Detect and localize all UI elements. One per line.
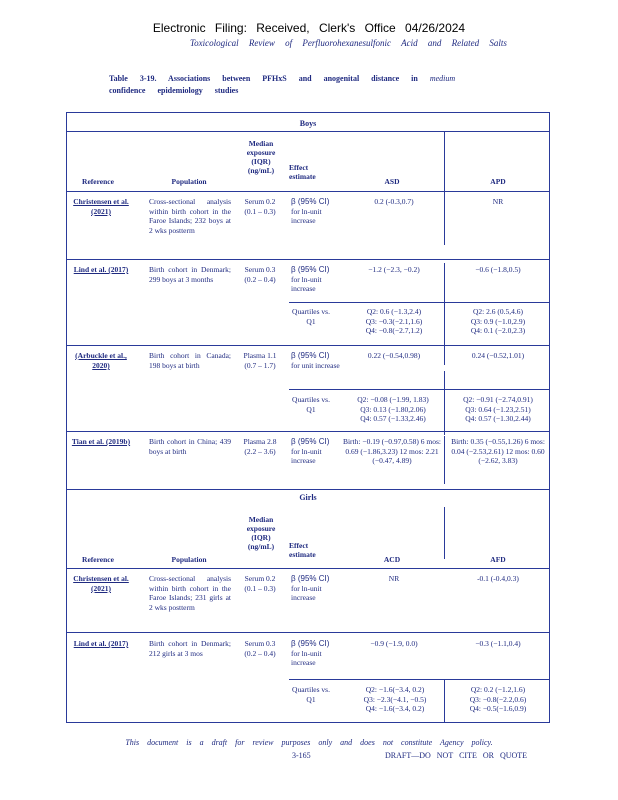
population-cell: Birth cohort in Canada; 198 boys at birth (149, 351, 231, 370)
apd-value: 0.24 (−0.52,1.01) (471, 351, 525, 360)
reference-cell: Christensen et al. (2021) (73, 574, 129, 593)
caption-text-2: confidence epidemiology studies (109, 86, 239, 95)
effect-text: for ln-unit increase (291, 583, 322, 602)
col-divider (444, 436, 445, 484)
exposure-cell: Serum 0.2 (0.1 – 0.3) (244, 197, 276, 216)
afd-value: −0.3 (−1.1,0.4) (475, 639, 521, 648)
quartile-value: Q3: 0.64 (−1.23,2.51) (465, 404, 531, 414)
effect-cell (291, 574, 343, 603)
col-divider (444, 131, 445, 245)
effect-symbol: β (95% CI) (291, 574, 330, 583)
col-header-reference: Reference (82, 177, 114, 186)
quartile-value: Q4: 0.57 (−1.33,2.46) (360, 414, 426, 423)
effect-text: for ln-unit increase (291, 274, 322, 293)
effect-symbol: β (95% CI) (291, 265, 330, 274)
quartile-value: Q4: −0.8(−2.7,1.2) (365, 326, 423, 335)
asd-value: 0.2 (-0.3,0.7) (374, 197, 414, 206)
data-table (66, 112, 550, 723)
reference-cell: Lind et al. (2017) (73, 639, 129, 648)
page-number: 3-165 (292, 751, 311, 760)
quartile-value: Q2: 0.2 (−1.2,1.6) (470, 685, 526, 694)
header-divider (67, 568, 549, 569)
col-divider (444, 507, 445, 559)
asd-quartiles (343, 395, 443, 424)
row-divider (67, 489, 549, 490)
afd-value: -0.1 (-0.4,0.3) (477, 574, 519, 583)
row-divider (289, 389, 549, 390)
col-header-apd: APD (490, 177, 506, 186)
draft-notice: DRAFT—DO NOT CITE OR QUOTE (385, 751, 528, 760)
reference-cell: (Arbuckle et al., 2020) (75, 351, 127, 370)
quartile-value: Q3: −0.3(−2.1,1.6) (365, 316, 423, 326)
apd-quartiles (449, 307, 547, 336)
effect-text: for ln-unit increase (291, 648, 322, 667)
apd-value: NR (492, 197, 504, 206)
acd-value: NR (388, 574, 400, 583)
effect-symbol: β (95% CI) (291, 437, 330, 446)
col-header-exposure: Median exposure (IQR) (ng/mL) (246, 515, 276, 551)
col-header-population: Population (171, 177, 207, 186)
col-header-effect: Effect estimate (289, 163, 316, 181)
col-header-asd: ASD (384, 177, 400, 186)
asd-value: 0.22 (−0.54,0.98) (367, 351, 421, 360)
caption-emphasis: medium (429, 74, 456, 83)
col-header-acd: ACD (383, 555, 401, 564)
quartile-value: Q2: 0.6 (−1.3,2.4) (366, 307, 422, 316)
exposure-cell: Plasma 1.1 (0.7 – 1.7) (243, 351, 277, 370)
caption-text: Table 3-19. Associations between PFHxS and anogenital distance in (109, 74, 418, 83)
quartile-value: Q4: −1.6(−3.4, 0.2) (365, 704, 425, 713)
col-header-effect: Effect estimate (289, 541, 316, 559)
quartile-label: Quartiles vs. Q1 (292, 307, 330, 326)
draft-disclaimer: This document is a draft for review purposes only and does not constitute Agency policy. (125, 738, 493, 747)
effect-symbol: β (95% CI) (291, 197, 330, 206)
effect-text: for unit increase (291, 360, 340, 370)
col-divider (444, 263, 445, 365)
col-header-afd: AFD (490, 555, 506, 564)
population-cell: Birth cohort in Denmark; 212 girls at 3 mos (149, 639, 231, 658)
asd-value: Birth: −0.19 (−0.97,0.58) 6 mos: 0.69 (−1.86,3.23) 12 mos: 2.21 (−0.47, 4.89) (342, 437, 442, 465)
reference-cell: Christensen et al. (2021) (73, 197, 129, 216)
population-cell: Cross-sectional analysis within birth cohort in the Faroe Islands; 232 boys at 2 wks postterm (149, 197, 231, 235)
quartile-label: Quartiles vs. Q1 (292, 685, 330, 704)
row-divider (67, 345, 549, 346)
quartile-value: Q3: −0.8(−2.2,0.6) (469, 694, 527, 704)
running-title: Toxicological Review of Perfluorohexanesulfonic Acid and Related Salts (190, 38, 507, 48)
row-divider (67, 632, 549, 633)
quartile-value: Q4: 0.57 (−1.30,2.44) (465, 414, 531, 423)
col-header-exposure: Median exposure (IQR) (ng/mL) (246, 139, 276, 175)
reference-cell: Lind et al. (2017) (73, 265, 129, 274)
population-cell: Birth cohort in China; 439 boys at birth (149, 437, 231, 456)
quartile-value: Q2: −0.91 (−2.74,0.91) (463, 395, 533, 404)
effect-symbol: β (95% CI) (291, 639, 330, 648)
exposure-cell: Serum 0.3 (0.2 – 0.4) (244, 265, 276, 284)
quartile-value: Q2: −1.6(−3.4, 0.2) (365, 685, 425, 694)
exposure-cell: Serum 0.3 (0.2 – 0.4) (244, 639, 276, 658)
quartile-value: Q4: −0.5(−1.6,0.9) (469, 704, 527, 713)
row-divider (289, 679, 549, 680)
reference-cell: Tian et al. (2019b) (71, 437, 131, 446)
asd-value: −1.2 (−2.3, −0.2) (368, 265, 420, 274)
row-divider (289, 302, 549, 303)
girls-section-title: Girls (299, 493, 317, 502)
effect-cell (291, 197, 343, 226)
asd-quartiles (349, 307, 439, 336)
apd-quartiles (447, 395, 549, 424)
quartile-value: Q3: 0.9 (−1.0,2.9) (470, 316, 526, 326)
population-cell: Birth cohort in Denmark; 299 boys at 3 months (149, 265, 231, 284)
apd-value: −0.6 (−1.8,0.5) (475, 265, 521, 274)
effect-cell (291, 351, 343, 370)
quartile-label: Quartiles vs. Q1 (292, 395, 330, 414)
effect-cell (291, 639, 343, 668)
quartile-value: Q3: −2.3(−4.1, −0.5) (363, 694, 427, 704)
table-caption (109, 73, 529, 97)
col-header-reference: Reference (82, 555, 114, 564)
acd-quartiles (347, 685, 443, 714)
quartile-value: Q3: 0.13 (−1.80,2.06) (360, 404, 426, 414)
afd-quartiles (449, 685, 547, 714)
effect-cell (291, 437, 343, 466)
effect-text: for ln-unit increase (291, 446, 322, 465)
quartile-value: Q2: 2.6 (0.5,4.6) (473, 307, 523, 316)
effect-cell (291, 265, 343, 294)
row-divider (67, 259, 549, 260)
exposure-cell: Serum 0.2 (0.1 – 0.3) (244, 574, 276, 593)
col-header-population: Population (171, 555, 207, 564)
exposure-cell: Plasma 2.8 (2.2 – 3.6) (243, 437, 277, 456)
effect-symbol: β (95% CI) (291, 351, 330, 360)
row-divider (67, 131, 549, 132)
boys-section-title: Boys (299, 119, 317, 128)
effect-text: for ln-unit increase (291, 206, 322, 225)
col-divider (444, 679, 445, 723)
col-divider (444, 371, 445, 435)
population-cell: Cross-sectional analysis within birth cohort in the Faroe Islands; 231 girls at 2 wks postterm (149, 574, 231, 612)
row-divider (67, 431, 549, 432)
acd-value: −0.9 (−1.9, 0.0) (370, 639, 418, 648)
filing-stamp: Electronic Filing: Received, Clerk's Office 04/26/2024 (152, 21, 466, 35)
quartile-value: Q4: 0.1 (−2.0,2.3) (470, 326, 526, 335)
apd-value: Birth: 0.35 (−0.55,1.26) 6 mos: 0.04 (−2.53,2.61) 12 mos: 0.60 (−2.62, 3.83) (451, 437, 545, 465)
header-divider (67, 191, 549, 192)
quartile-value: Q2: −0.08 (−1.99, 1.83) (357, 395, 429, 404)
